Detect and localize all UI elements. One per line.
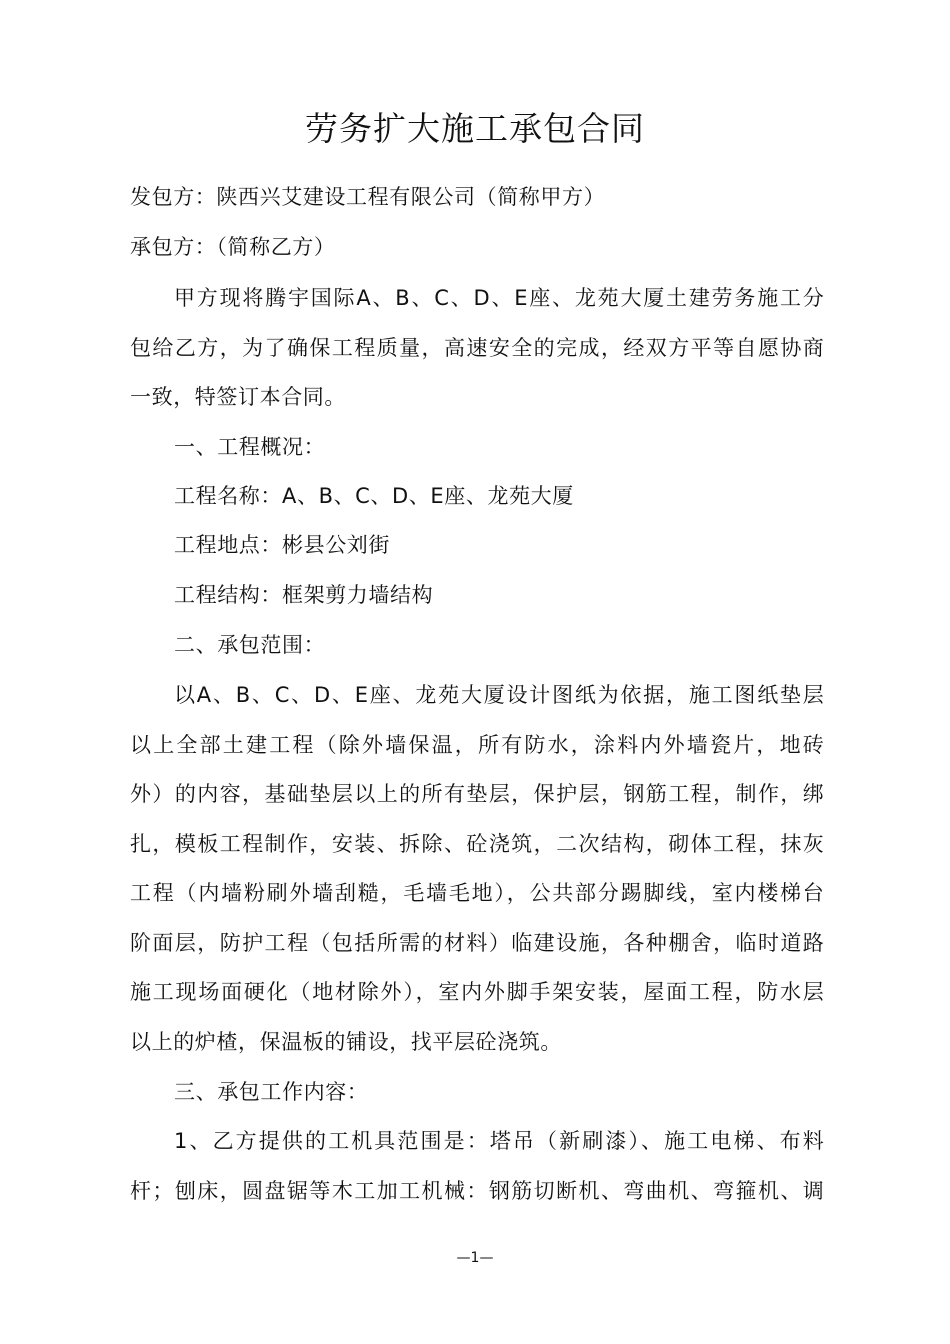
section-three-heading: 三、承包工作内容： <box>174 1080 369 1104</box>
project-location-line: 工程地点：彬县公刘街 <box>174 533 390 557</box>
scope-paragraph-line-2: 以上全部土建工程（除外墙保温，所有防水，涂料内外墙瓷片，地砖 <box>130 733 824 757</box>
project-name-line: 工程名称：A、B、C、D、E座、龙苑大厦 <box>174 484 574 508</box>
project-structure-line: 工程结构：框架剪力墙结构 <box>174 583 434 607</box>
intro-paragraph-line-2: 包给乙方，为了确保工程质量，高速安全的完成，经双方平等自愿协商 <box>130 336 824 360</box>
equipment-paragraph-line-2: 杆；刨床，圆盘锯等木工加工机械：钢筋切断机、弯曲机、弯箍机、调 <box>130 1179 824 1203</box>
contractor-line: 承包方：（简称乙方） <box>130 235 336 259</box>
equipment-paragraph-line-1: 1、乙方提供的工机具范围是：塔吊（新刷漆）、施工电梯、布料 <box>174 1129 824 1153</box>
section-two-heading: 二、承包范围： <box>174 633 326 657</box>
issuer-line: 发包方：陕西兴艾建设工程有限公司（简称甲方） <box>130 185 606 209</box>
contract-title: 劳务扩大施工承包合同 <box>305 109 645 148</box>
scope-paragraph-line-4: 扎，模板工程制作，安装、拆除、砼浇筑，二次结构，砌体工程，抹灰 <box>130 832 824 856</box>
scope-paragraph-line-1: 以A、B、C、D、E座、龙苑大厦设计图纸为依据，施工图纸垫层 <box>174 683 824 707</box>
scope-paragraph-line-8: 以上的炉楂，保温板的铺设，找平层砼浇筑。 <box>130 1030 562 1054</box>
intro-paragraph-line-3: 一致，特签订本合同。 <box>130 385 346 409</box>
intro-paragraph-line-1: 甲方现将腾宇国际A、B、C、D、E座、龙苑大厦土建劳务施工分 <box>174 286 824 310</box>
scope-paragraph-line-3: 外）的内容，基础垫层以上的所有垫层，保护层，钢筋工程，制作，绑 <box>130 782 824 806</box>
scope-paragraph-line-5: 工程（内墙粉刷外墙刮糙，毛墙毛地），公共部分踢脚线，室内楼梯台 <box>130 881 824 905</box>
scope-paragraph-line-7: 施工现场面硬化（地材除外），室内外脚手架安装，屋面工程，防水层 <box>130 980 824 1004</box>
page-number: —1— <box>456 1250 494 1266</box>
section-one-heading: 一、工程概况： <box>174 435 326 459</box>
scope-paragraph-line-6: 阶面层，防护工程（包括所需的材料）临建设施，各种棚舍，临时道路 <box>130 931 824 955</box>
